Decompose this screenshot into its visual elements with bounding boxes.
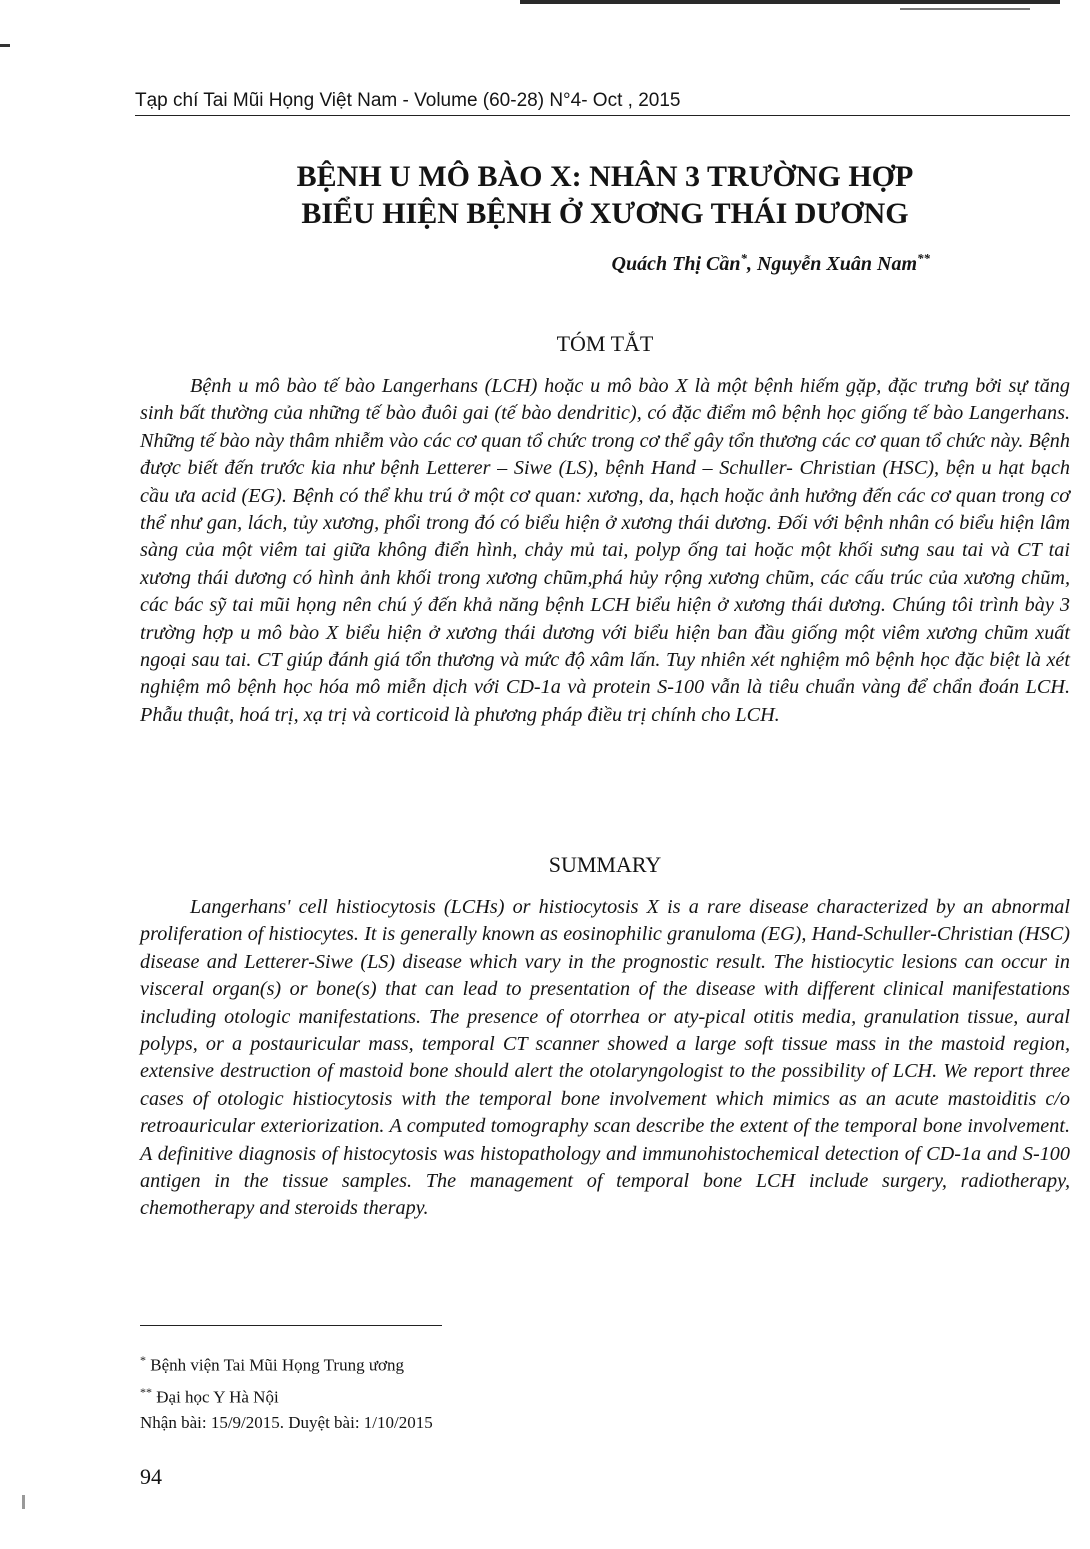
footnote-affiliation-1 <box>140 1347 740 1379</box>
journal-header <box>135 89 1070 116</box>
affiliation-mark: * <box>740 250 747 265</box>
footnote-divider <box>140 1325 442 1326</box>
scan-artifact-left-mark <box>0 44 10 47</box>
affiliation-mark: ** <box>917 250 930 265</box>
author-list <box>140 245 930 277</box>
article-title <box>140 158 1070 232</box>
footnote-mark: * <box>140 1353 146 1367</box>
summary-heading: SUMMARY <box>548 852 662 877</box>
scan-artifact-top-line <box>900 8 1030 10</box>
scan-artifact-left-speck <box>22 1495 25 1509</box>
scan-artifact-top-bar <box>520 0 1060 4</box>
footnote-affiliation-2-text: Đại học Y Hà Nội <box>156 1387 279 1407</box>
footnote-mark: ** <box>140 1384 152 1399</box>
summary-body: Langerhans' cell histiocytosis (LCHs) or histiocytosis X is a rare disease characterized by an abnormal proliferation of histiocytes. It is generally known as eosinophilic granuloma (EG), Hand-Schuller-Christian (HSC) disease and Letterer-Siwe (LS) disease which vary in the prognostic result. The histiocytic lesions can occur in visceral organ(s) or bone(s) that can lead to presentation of the disease with different clinical manifestations including otologic manifestations. The presence of otorrhea or aty-pical otitis media, granulation tissue, aural polyps, or a postauricular mass, temporal CT scanner showed a large soft tissue mass in the mastoid region, extensive destruction of mastoid bone should alert the otolaryngologist to the possibility of LCH. We report three cases of otologic histiocytosis with the temporal bone involvement which mimics as an acute mastoiditis c/o retroauricular exteriorization. A computed tomography scan describe the extent of the temporal bone involvement. A definitive diagnosis of histocytosis was histopathology and immunohistochemical detection of CD-1a and S-100 antigen in the tissue samples. The management of temporal bone LCH include surgery, radiotherapy, chemotherapy and steroids therapy. <box>140 896 1070 1220</box>
journal-header-text: Tạp chí Tai Mũi Họng Việt Nam - Volume (60-28) N°4- Oct , 2015 <box>135 90 681 111</box>
footnote-affiliation-1-text: Bệnh viện Tai Mũi Họng Trung ương <box>150 1355 405 1375</box>
footnotes <box>140 1347 740 1436</box>
page-number: 94 <box>140 1464 162 1489</box>
author-name: Quách Thị Cần <box>611 252 741 275</box>
author-separator: , <box>746 252 757 275</box>
abstract-vi-body: Bệnh u mô bào tế bào Langerhans (LCH) hoặc u mô bào X là một bệnh hiếm gặp, đặc trưng bởi sự tăng sinh bất thường của những tế bào đuôi gai (tế bào dendritic), có đặc điểm mô bệnh học giống tế bào Langerhans. Những tế bào này thâm nhiễm vào các cơ quan tổ chức trong cơ thể gây tổn thương các cơ quan tổ chức này. Bệnh được biết đến trước kia như bệnh Letterer – Siwe (LS), bệnh Hand – Schuller- Christian (HSC), bện u hạt bạch cầu ưa acid (EG). Bệnh có thể khu trú ở một cơ quan: xương, da, hạch hoặc ảnh hưởng đến các cơ quan trong cơ thể như gan, lách, tủy xương, phổi trong đó có biểu hiện ở xương thái dương. Đối với bệnh nhân có biểu hiện lâm sàng của một viêm tai giữa không điển hình, chảy mủ tai, polyp ống tai hoặc một khối sưng sau tai và CT tai xương thái dương có hình ảnh khối trong xương chũm,phá hủy rộng xương chũm, các cấu trúc của xương chũm, các bác sỹ tai mũi họng nên chú ý đến khả năng bệnh LCH biểu hiện ở xương thái dương. Chúng tôi trình bày 3 trường hợp u mô bào X biểu hiện ở xương thái dương với biểu hiện ban đầu giống một viêm xương chũm xuất ngoại sau tai. CT giúp đánh giá tổn thương và mức độ xâm lấn. Tuy nhiên xét nghiệm mô bệnh học đặc biệt là xét nghiệm mô bệnh học hóa mô miễn dịch với CD-1a và protein S-100 vẫn là tiêu chuẩn vàng để chẩn đoán LCH. Phẫu thuật, hoá trị, xạ trị và corticoid là phương pháp điều trị chính cho LCH. <box>140 375 1070 726</box>
article-title-line-2: BIỂU HIỆN BỆNH Ở XƯƠNG THÁI DƯƠNG <box>301 197 909 230</box>
article-title-line-1: BỆNH U MÔ BÀO X: NHÂN 3 TRƯỜNG HỢP <box>296 160 914 193</box>
abstract-vi-heading: TÓM TẮT <box>556 331 654 356</box>
footnote-affiliation-2 <box>140 1379 740 1411</box>
author-name: Nguyễn Xuân Nam <box>756 252 917 275</box>
footnote-dates: Nhận bài: 15/9/2015. Duyệt bài: 1/10/2015 <box>140 1413 433 1433</box>
